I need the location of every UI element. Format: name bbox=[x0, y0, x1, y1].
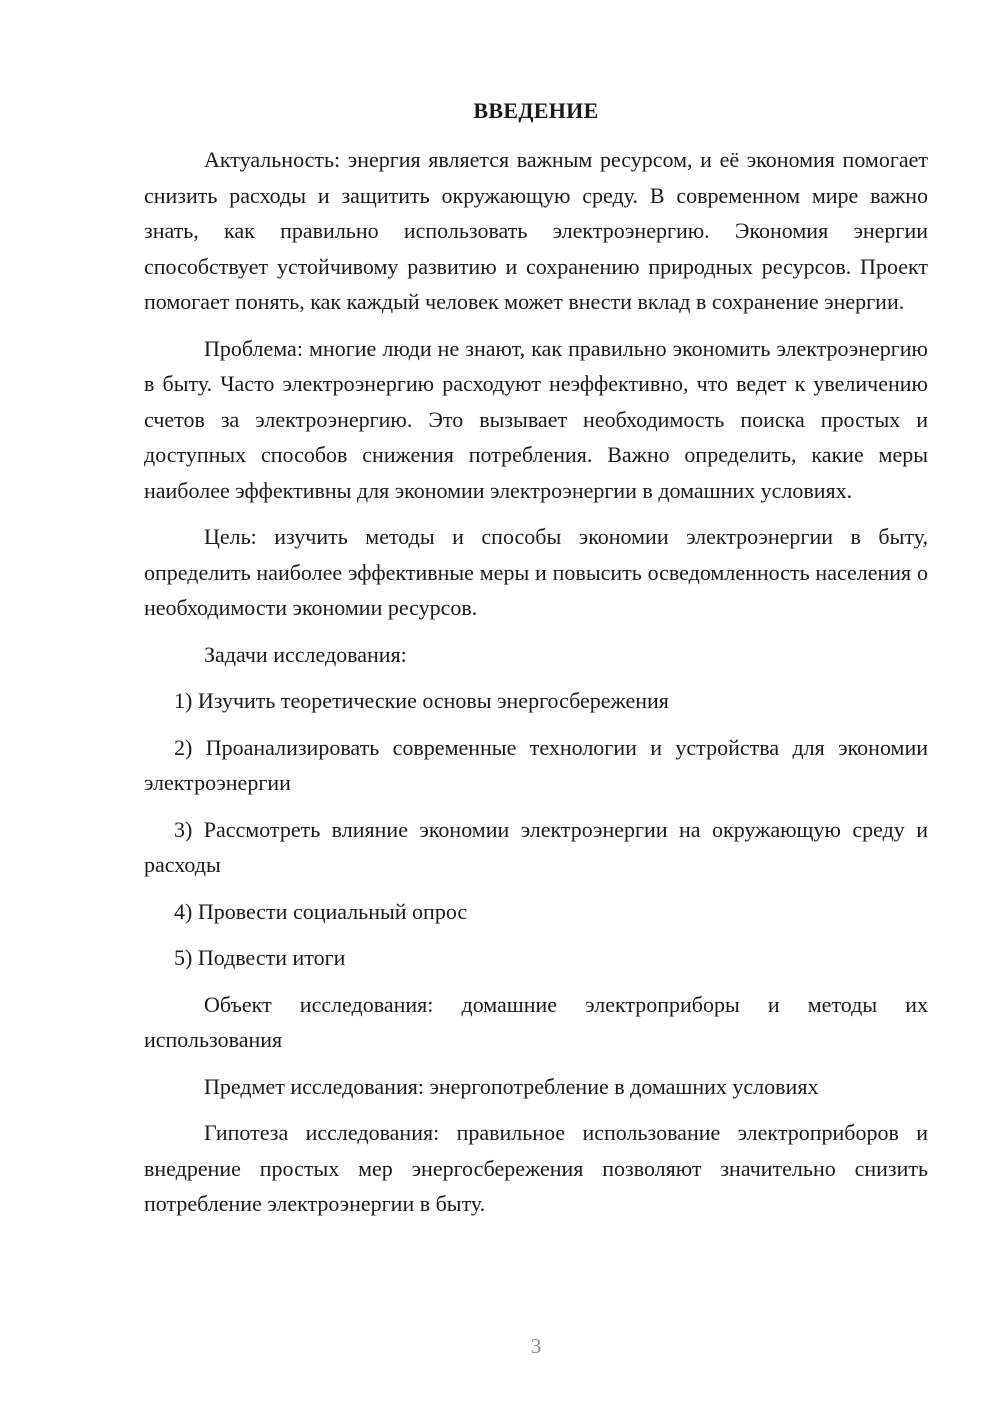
tasks-heading: Задачи исследования: bbox=[204, 641, 407, 667]
page-title: ВВЕДЕНИЕ bbox=[473, 98, 599, 123]
research-object-paragraph: Объект исследования: домашние электроприборы и методы их использования bbox=[144, 991, 928, 1052]
page-number: 3 bbox=[530, 1334, 542, 1358]
document-page bbox=[144, 0, 928, 1414]
task-item-1: 1) Изучить теоретические основы энергосбережения bbox=[174, 688, 669, 713]
relevance-paragraph: Актуальность: энергия является важным ресурсом, и её экономия помогает снизить расходы и защитить окружающую среду. В современном мире важно знать, как правильно использовать электроэнергию. Экономия энергии способствует устойчивому развитию и сохранению природных ресурсов. Проект помогает понять, как каждый человек может внести вклад в сохранение энергии. bbox=[144, 147, 928, 314]
hypothesis-paragraph: Гипотеза исследования: правильное использование электроприборов и внедрение простых мер энергосбережения позволяют значительно снизить потребление электроэнергии в быту. bbox=[144, 1120, 928, 1216]
document-body bbox=[144, 142, 928, 1233]
problem-paragraph: Проблема: многие люди не знают, как правильно экономить электроэнергию в быту. Часто электроэнергию расходуют неэффективно, что ведет к увеличению счетов за электроэнергию. Это вызывает необходимость поиска простых и доступных способов снижения потребления. Важно определить, какие меры наиболее эффективны для экономии электроэнергии в домашних условиях. bbox=[144, 335, 928, 503]
research-subject-paragraph: Предмет исследования: энергопотребление в домашних условиях bbox=[204, 1073, 819, 1099]
task-item-3: 3) Рассмотреть влияние экономии электроэнергии на окружающую среду и расходы bbox=[144, 816, 928, 877]
goal-paragraph: Цель: изучить методы и способы экономии электроэнергии в быту, определить наиболее эффективные меры и повысить осведомленность населения о необходимости экономии ресурсов. bbox=[144, 524, 928, 620]
task-item-2: 2) Проанализировать современные технологии и устройства для экономии электроэнергии bbox=[144, 734, 928, 795]
task-item-4: 4) Провести социальный опрос bbox=[174, 898, 468, 924]
task-item-5: 5) Подвести итоги bbox=[174, 945, 346, 970]
